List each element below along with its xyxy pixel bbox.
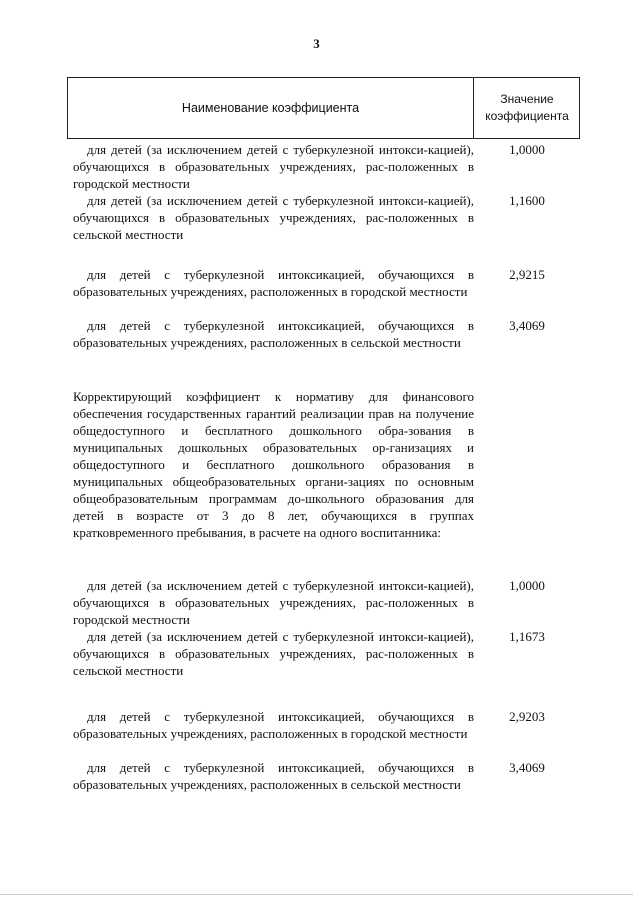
row-value: 3,4069 [509,760,545,775]
row-text: для детей с туберкулезной интоксикацией, обучающихся в образовательных учреждениях, расположенных в городской местности [73,267,474,299]
row-value: 3,4069 [509,318,545,333]
header-value-line1: Значение [500,92,554,106]
section-heading-text: Корректирующий коэффициент к нормативу для финансового обеспечения государственных гарантий реализации прав на получение общедоступного и бесплатного дошкольного обра-зования в муниципальных дошкольных образовательных ор-ганизациях и общедоступного и бесплатного дошкольного образования в муниципальных общеобразовательных органи-зациях по основным общеобразовательным программам до-школьного образования для детей в возрасте от 3 до 8 лет, обучающихся в группах кратковременного пребывания, в расчете на одного воспитанника: [73,389,474,540]
table-header [67,77,580,139]
page-number: 3 [313,36,320,51]
row-value: 2,9203 [509,709,545,724]
row-text: для детей с туберкулезной интоксикацией, обучающихся в образовательных учреждениях, расположенных в городской местности [73,709,474,741]
row-value: 1,0000 [509,578,545,593]
row-text: для детей (за исключением детей с туберкулезной интокси-кацией), обучающихся в образовательных учреждениях, рас-положенных в городской местности [73,142,474,191]
row-value: 1,1600 [509,193,545,208]
row-text: для детей с туберкулезной интоксикацией, обучающихся в образовательных учреждениях, расположенных в сельской местности [73,760,474,792]
row-text: для детей (за исключением детей с туберкулезной интокси-кацией), обучающихся в образовательных учреждениях, рас-положенных в сельской местности [73,193,474,242]
row-value: 1,0000 [509,142,545,157]
header-coefficient-name: Наименование коэффициента [68,78,474,138]
header-value-line2: коэффициента [485,109,569,123]
row-text: для детей (за исключением детей с туберкулезной интокси-кацией), обучающихся в образовательных учреждениях, рас-положенных в сельской местности [73,629,474,678]
row-text: для детей с туберкулезной интоксикацией, обучающихся в образовательных учреждениях, расположенных в сельской местности [73,318,474,350]
row-value: 1,1673 [509,629,545,644]
page-bottom-divider [0,894,633,895]
row-text: для детей (за исключением детей с туберкулезной интокси-кацией), обучающихся в образовательных учреждениях, рас-положенных в городской местности [73,578,474,627]
header-coefficient-value [474,78,580,138]
row-value: 2,9215 [509,267,545,282]
